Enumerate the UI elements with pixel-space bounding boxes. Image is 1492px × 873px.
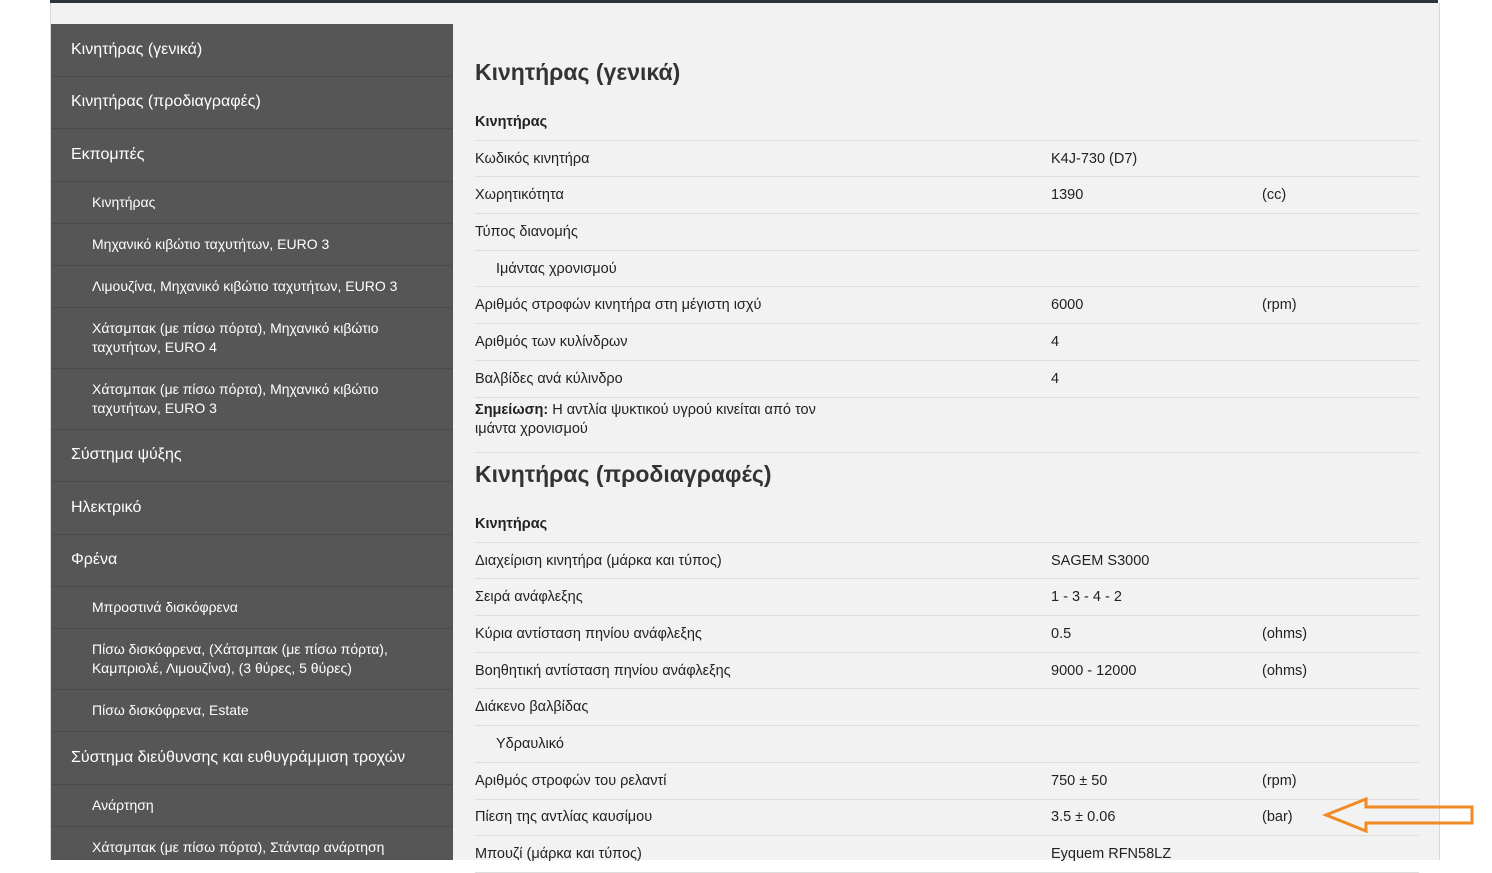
spec-label: Κινητήρας [475,113,548,130]
section-title: Κινητήρας (προδιαγραφές) [475,461,772,487]
spec-value: 4 [1051,370,1060,387]
spec-value: 750 ± 50 [1051,772,1108,789]
spec-value: 3.5 ± 0.06 [1051,809,1116,826]
spec-row [475,361,1419,398]
sidebar-item[interactable] [51,827,453,861]
spec-label: Διάκενο βαλβίδας [475,699,589,716]
sidebar-item-label: Σύστημα διεύθυνσης και ευθυγράμμιση τροχών [71,748,406,766]
sidebar-item-label: Πίσω δισκόφρενα, Estate [92,702,249,718]
sidebar-item-label: Κινητήρας (προδιαγραφές) [71,93,261,111]
spec-row [475,324,1419,361]
spec-note [475,398,1419,453]
spec-unit: (rpm) [1262,297,1297,314]
spec-unit: (rpm) [1262,772,1297,789]
spec-value: 6000 [1051,297,1084,314]
note-prefix: Σημείωση: [475,401,549,418]
sidebar-item[interactable] [51,785,453,827]
section-title: Κινητήρας (γενικά) [475,59,681,85]
sidebar-item-label: Ανάρτηση [92,796,154,813]
spec-value: SAGEM S3000 [1051,552,1150,569]
spec-unit: (cc) [1262,187,1287,204]
sidebar-item[interactable] [51,308,453,369]
sidebar-item[interactable] [51,629,453,690]
sidebar-item[interactable] [51,266,453,308]
sidebar-item-label: Φρένα [71,551,118,569]
spec-row [475,653,1419,690]
sidebar-item-label: Ηλεκτρικό [71,498,142,516]
spec-label: Βοηθητική αντίσταση πηνίου ανάφλεξης [475,662,731,679]
spec-label: Διαχείριση κινητήρα (μάρκα και τύπος) [475,552,722,569]
spec-row [475,726,1419,763]
sidebar-item-label: Χάτσμπακ (με πίσω πόρτα), Στάνταρ ανάρτηση [92,838,385,855]
spec-value: 0.5 [1051,625,1072,642]
sidebar-item[interactable] [51,587,453,629]
sidebar-item[interactable] [51,430,453,483]
spec-row [475,800,1419,837]
sidebar-item[interactable] [51,224,453,266]
sidebar-item[interactable] [51,24,453,77]
spec-value: 1390 [1051,187,1084,204]
spec-group-header [475,506,1419,543]
spec-value: Eyquem RFN58LZ [1051,846,1172,863]
spec-row [475,177,1419,214]
note-text [475,401,835,439]
spec-row [475,616,1419,653]
sidebar-item-label: Μηχανικό κιβώτιο ταχυτήτων, EURO 3 [92,235,330,252]
sidebar-item[interactable] [51,369,453,430]
sidebar-item-label: Κινητήρας [92,193,156,210]
sidebar-item-label: Λιμουζίνα, Μηχανικό κιβώτιο ταχυτήτων, EURO 3 [92,277,398,294]
sidebar-item-label: Μπροστινά δισκόφρενα [92,599,238,615]
spec-row [475,763,1419,800]
spec-section [475,60,1419,453]
spec-label: Τύπος διανομής [475,223,578,240]
spec-unit: (ohms) [1262,662,1308,679]
spec-unit: (ohms) [1262,625,1308,642]
spec-value: 4 [1051,333,1060,350]
spec-row [475,214,1419,251]
sidebar-item[interactable] [51,129,453,182]
spec-label: Κωδικός κινητήρα [475,150,590,167]
spec-label: Αριθμός των κυλίνδρων [475,333,628,350]
spec-row [475,579,1419,616]
spec-unit: (bar) [1262,809,1293,826]
sidebar-item-label: Εκπομπές [71,145,145,163]
spec-value: 1 - 3 - 4 - 2 [1051,589,1122,606]
sidebar-item-label: Πίσω δισκόφρενα, (Χάτσμπακ (με πίσω πόρτα), Καμπριολέ, Λιμουζίνα), (3 θύρες, 5 θύρες) [92,641,388,676]
spec-row [475,689,1419,726]
spec-label: Σειρά ανάφλεξης [475,589,583,606]
spec-label: Ιμάντας χρονισμού [496,260,617,277]
spec-section [475,462,1419,873]
spec-label: Κύρια αντίσταση πηνίου ανάφλεξης [475,625,702,642]
spec-label: Βαλβίδες ανά κύλινδρο [475,370,623,387]
spec-label: Αριθμός στροφών κινητήρα στη μέγιστη ισχύ [475,297,762,314]
spec-label: Υδραυλικό [496,735,564,752]
spec-label: Κινητήρας [475,515,548,532]
sidebar-item[interactable] [51,732,453,785]
spec-label: Χωρητικότητα [475,187,564,204]
arrow-left-icon [1322,797,1478,833]
sidebar-item[interactable] [51,535,453,588]
sidebar-item-label: Σύστημα ψύξης [71,446,182,464]
spec-label: Αριθμός στροφών του ρελαντί [475,772,667,789]
sidebar-nav [51,24,453,860]
sidebar-item[interactable] [51,690,453,732]
spec-group-header [475,104,1419,141]
sidebar-item-label: Χάτσμπακ (με πίσω πόρτα), Μηχανικό κιβώτιο ταχυτήτων, EURO 3 [92,380,379,416]
spec-label: Πίεση της αντλίας καυσίμου [475,809,653,826]
spec-label: Μπουζί (μάρκα και τύπος) [475,846,642,863]
spec-row [475,251,1419,288]
spec-row [475,141,1419,178]
spec-row [475,287,1419,324]
sidebar-item[interactable] [51,77,453,130]
sidebar-item-label: Κινητήρας (γενικά) [71,40,203,58]
sidebar-item-label: Χάτσμπακ (με πίσω πόρτα), Μηχανικό κιβώτιο ταχυτήτων, EURO 4 [92,319,379,355]
sidebar-item[interactable] [51,182,453,224]
spec-row [475,543,1419,580]
sidebar-item[interactable] [51,482,453,535]
spec-value: 9000 - 12000 [1051,662,1137,679]
spec-value: K4J-730 (D7) [1051,150,1138,167]
note-body: Η αντλία ψυκτικού υγρού κινείται από τον ιμάντα χρονισμού [475,401,816,437]
spec-row [475,836,1419,873]
